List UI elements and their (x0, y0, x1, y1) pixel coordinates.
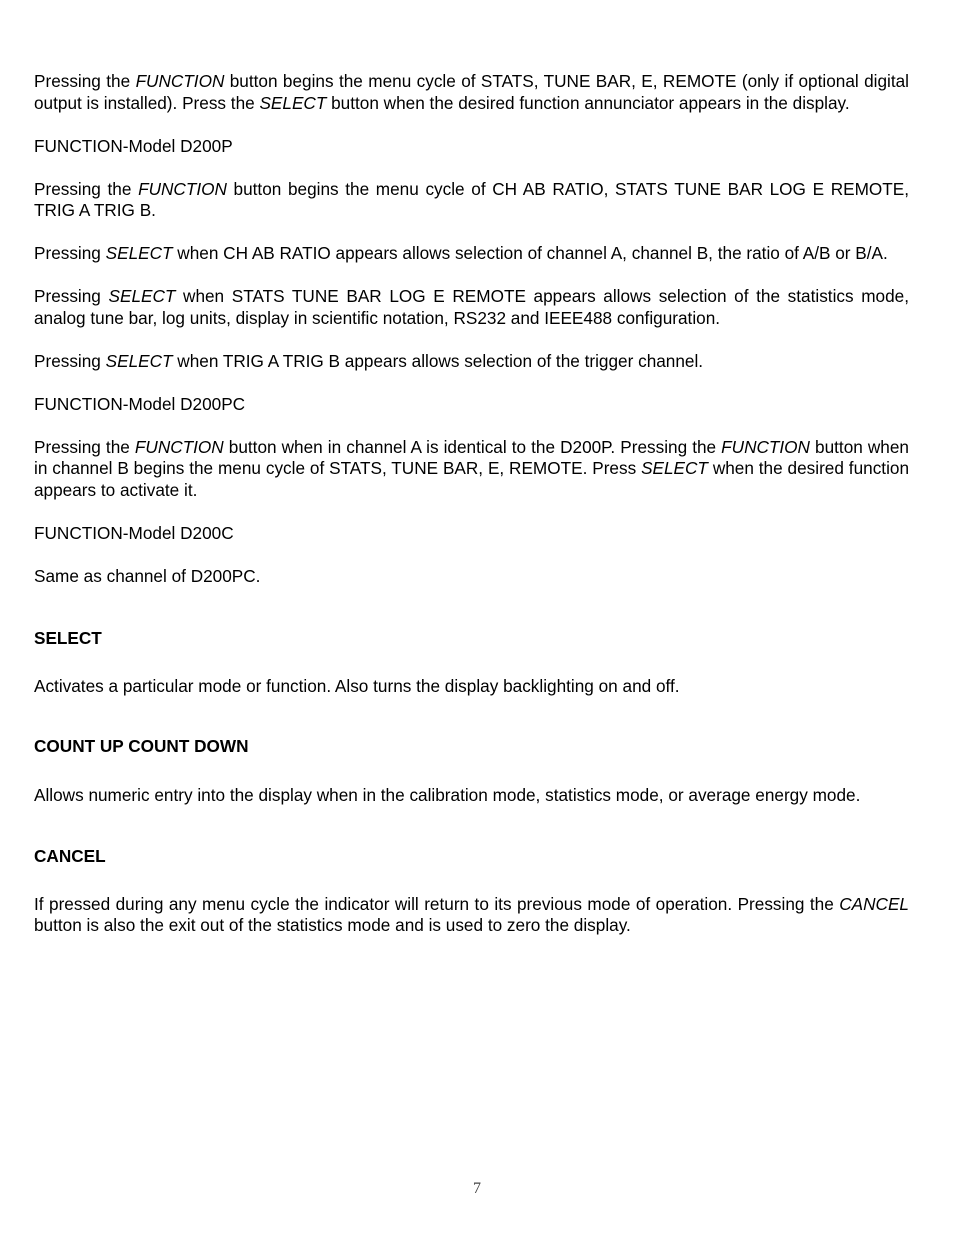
text-run: button begins the menu cycle of CH AB RATIO, STATS TUNE BAR LOG E REMOTE, TRIG A TRIG B. (34, 178, 909, 220)
italic-term: SELECT (641, 458, 708, 478)
text-run: when STATS TUNE BAR LOG E REMOTE appears allows selection of the statistics mode, analog tune bar, log units, display in scientific notation, RS232 and IEEE488 configuration. (34, 286, 909, 328)
cancel-heading: CANCEL (34, 846, 106, 866)
italic-term: FUNCTION (721, 436, 810, 457)
text-run: button when in channel A is identical to the D200P. Pressing the (223, 436, 722, 457)
italic-term: FUNCTION (135, 71, 225, 91)
d200p-title: FUNCTION-Model D200P (34, 135, 233, 156)
count-paragraph: Allows numeric entry into the display when in the calibration mode, statistics mode, or average energy mode. (34, 784, 861, 805)
italic-term: CANCEL (839, 893, 909, 914)
text-run: button is also the exit out of the statistics mode and is used to zero the display. (34, 915, 631, 935)
text-run: Pressing the (34, 178, 139, 199)
text-run: Pressing (34, 243, 106, 263)
text-run: when the desired function appears to activate it. (34, 458, 910, 500)
text-run: Pressing the (34, 436, 135, 457)
document-body (34, 71, 909, 937)
function-intro-paragraph (34, 71, 909, 114)
d200c-title: FUNCTION-Model D200C (34, 522, 234, 543)
text-run: when TRIG A TRIG B appears allows selection of the trigger channel. (172, 350, 704, 371)
page-number: 7 (473, 1180, 481, 1197)
text-run: button when the desired function annunciator appears in the display. (326, 92, 850, 113)
italic-term: SELECT (105, 350, 173, 371)
d200pc-paragraph (34, 437, 909, 502)
select-heading: SELECT (34, 628, 102, 648)
italic-term: SELECT (259, 92, 327, 113)
d200pc-title: FUNCTION-Model D200PC (34, 393, 246, 414)
text-run: Pressing (34, 350, 106, 371)
text-run: button begins the menu cycle of STATS, TUNE BAR, E, REMOTE (only if optional digital output is installed). Press the (34, 71, 909, 113)
select-paragraph: Activates a particular mode or function. Also turns the display backlighting on and off. (34, 675, 680, 696)
count-heading: COUNT UP COUNT DOWN (34, 736, 249, 756)
d200p-function-paragraph (34, 179, 909, 222)
text-run: Pressing (34, 286, 109, 306)
italic-term: FUNCTION (138, 178, 227, 199)
d200p-stats-paragraph (34, 286, 909, 329)
italic-term: FUNCTION (134, 436, 224, 457)
italic-term: SELECT (105, 243, 173, 263)
italic-term: SELECT (108, 286, 176, 306)
d200p-trig-paragraph (34, 351, 909, 373)
text-run: when CH AB RATIO appears allows selection of channel A, channel B, the ratio of A/B or B/A. (172, 243, 888, 263)
text-run: If pressed during any menu cycle the indicator will return to its previous mode of operation. Pressing the (34, 893, 840, 914)
d200c-paragraph: Same as channel of D200PC. (34, 565, 261, 586)
text-run: Pressing the (34, 71, 136, 91)
cancel-paragraph (34, 894, 909, 937)
text-run: button when in channel B begins the menu cycle of STATS, TUNE BAR, E, REMOTE. Press (34, 436, 909, 478)
d200p-ch-ab-paragraph (34, 243, 909, 265)
